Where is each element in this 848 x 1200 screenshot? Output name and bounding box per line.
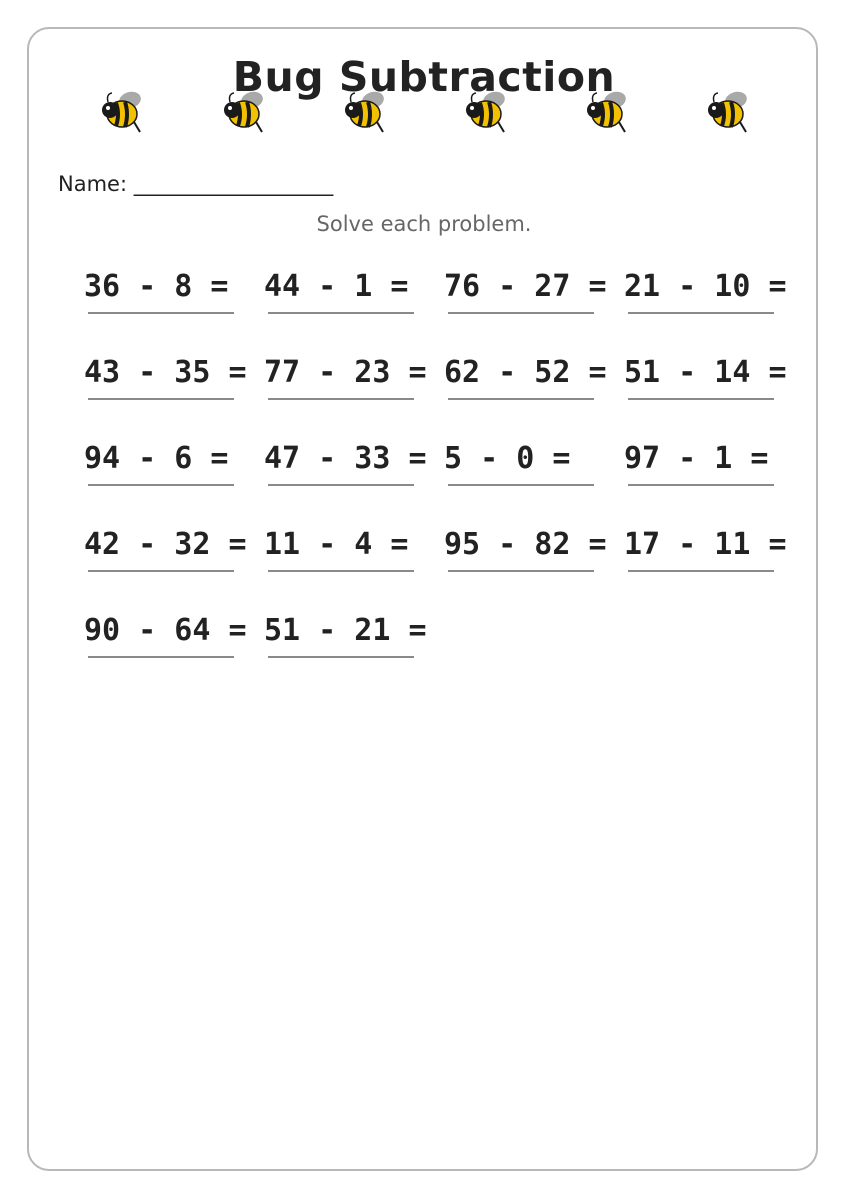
problem-item — [444, 270, 624, 314]
problem-item — [264, 356, 444, 400]
answer-line[interactable] — [448, 484, 594, 486]
answer-line[interactable] — [88, 656, 234, 658]
problem-item — [84, 528, 264, 572]
answer-line[interactable] — [448, 398, 594, 400]
problem-item — [264, 442, 444, 486]
answer-line[interactable] — [628, 398, 774, 400]
answer-line[interactable] — [628, 312, 774, 314]
problem-item — [624, 442, 804, 486]
answer-line[interactable] — [268, 656, 414, 658]
problem-expression: 42 - 32 = — [84, 527, 247, 562]
problem-item — [624, 356, 804, 400]
problem-expression: 44 - 1 = — [264, 269, 409, 304]
problem-expression: 51 - 14 = — [624, 355, 787, 390]
problem-expression: 21 - 10 = — [624, 269, 787, 304]
worksheet-instructions: Solve each problem. — [316, 212, 532, 236]
problem-item — [624, 528, 804, 572]
problem-expression: 77 - 23 = — [264, 355, 427, 390]
worksheet-title: Bug Subtraction — [232, 53, 616, 101]
answer-line[interactable] — [88, 312, 234, 314]
answer-line[interactable] — [448, 312, 594, 314]
problem-expression: 51 - 21 = — [264, 613, 427, 648]
answer-line[interactable] — [88, 570, 234, 572]
problem-expression: 36 - 8 = — [84, 269, 229, 304]
problem-item — [264, 270, 444, 314]
answer-line[interactable] — [88, 484, 234, 486]
answer-line[interactable] — [268, 312, 414, 314]
problem-expression: 76 - 27 = — [444, 269, 607, 304]
problem-expression: 17 - 11 = — [624, 527, 787, 562]
student-name-field[interactable]: Name: ___________________ — [58, 172, 334, 196]
problem-expression: 95 - 82 = — [444, 527, 607, 562]
problem-expression: 47 - 33 = — [264, 441, 427, 476]
problem-item — [444, 356, 624, 400]
problem-item — [624, 270, 804, 314]
answer-line[interactable] — [628, 570, 774, 572]
problem-expression: 90 - 64 = — [84, 613, 247, 648]
problem-expression: 5 - 0 = — [444, 441, 571, 476]
problem-item — [84, 270, 264, 314]
problem-item — [84, 442, 264, 486]
problem-expression: 43 - 35 = — [84, 355, 247, 390]
problem-item — [444, 442, 624, 486]
problem-item — [264, 614, 444, 658]
problem-item — [444, 528, 624, 572]
problem-expression: 94 - 6 = — [84, 441, 229, 476]
answer-line[interactable] — [448, 570, 594, 572]
problem-item — [264, 528, 444, 572]
answer-line[interactable] — [268, 398, 414, 400]
problem-expression: 97 - 1 = — [624, 441, 769, 476]
problem-item — [84, 614, 264, 658]
answer-line[interactable] — [268, 570, 414, 572]
problem-item — [84, 356, 264, 400]
answer-line[interactable] — [268, 484, 414, 486]
problem-expression: 62 - 52 = — [444, 355, 607, 390]
answer-line[interactable] — [88, 398, 234, 400]
answer-line[interactable] — [628, 484, 774, 486]
problem-expression: 11 - 4 = — [264, 527, 409, 562]
worksheet-frame — [27, 27, 818, 1171]
